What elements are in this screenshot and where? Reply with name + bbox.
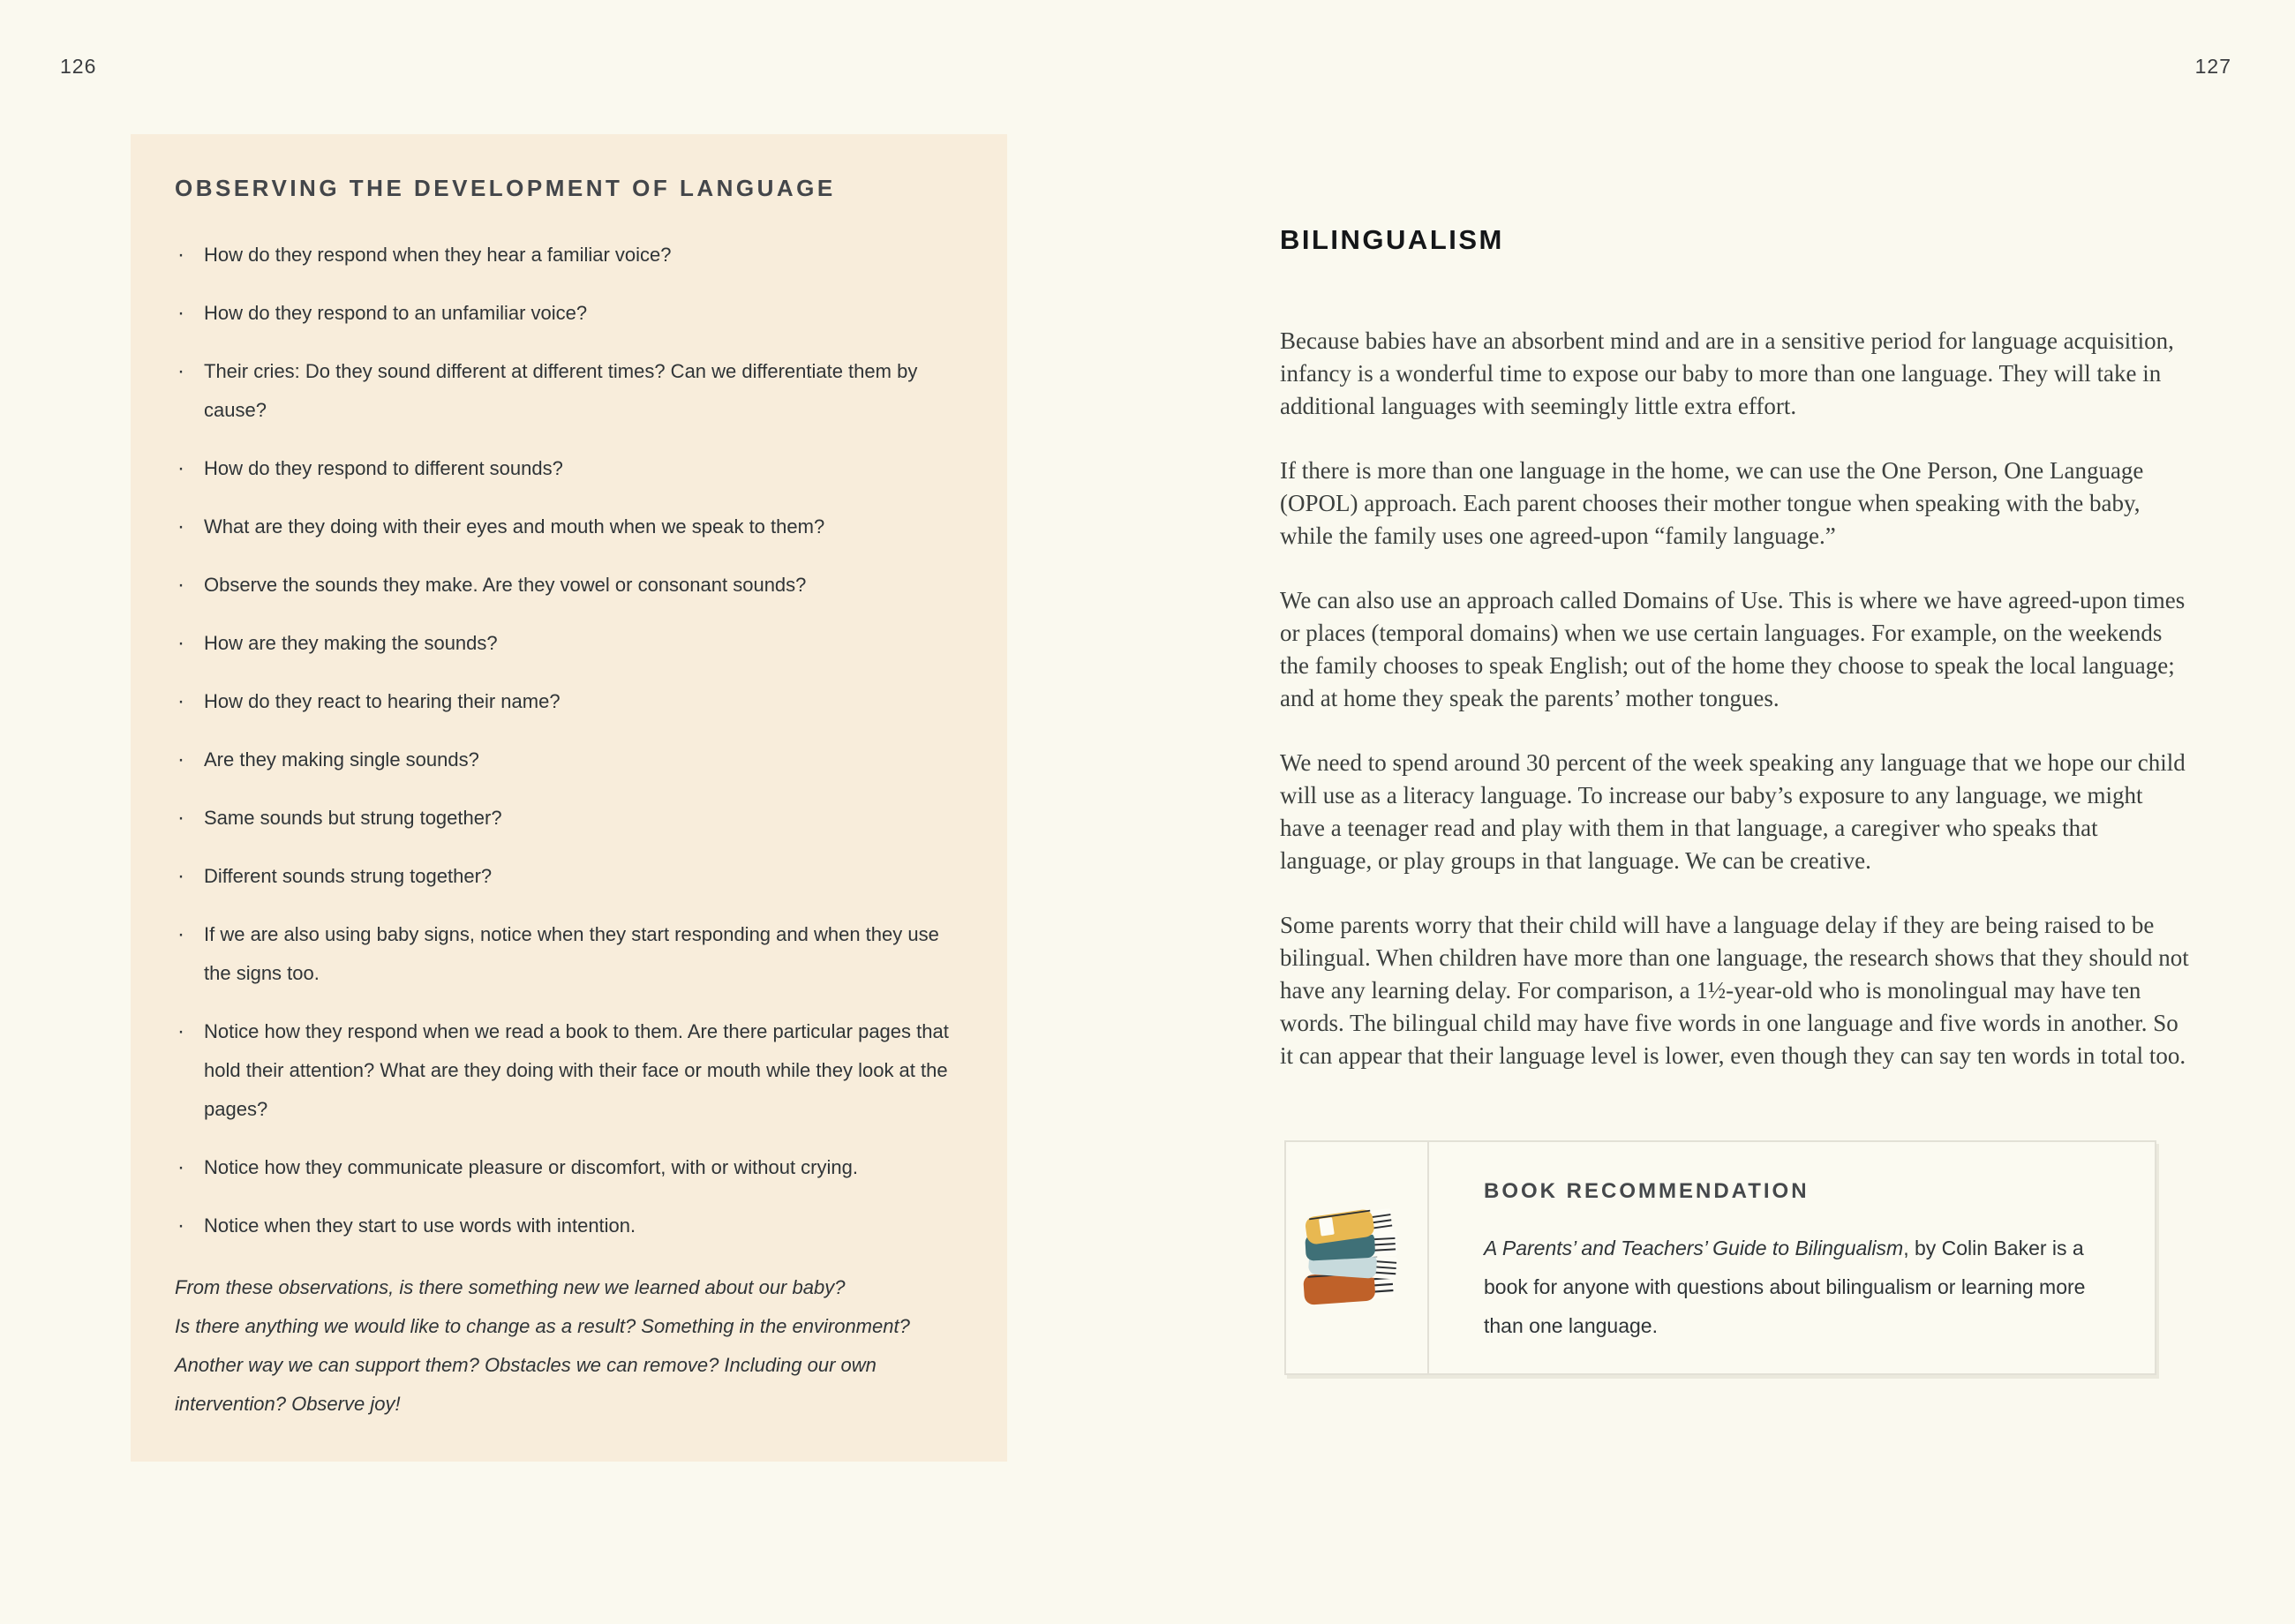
reflection-line: intervention? Observe joy! [175, 1393, 401, 1415]
observation-bullet: · How do they respond to an unfamiliar voice? [175, 294, 963, 333]
observation-heading: OBSERVING THE DEVELOPMENT OF LANGUAGE [175, 175, 836, 201]
reflection-text [175, 1268, 963, 1424]
observation-box [131, 134, 1007, 1462]
observation-bullet: · Different sounds strung together? [175, 857, 963, 896]
reflection-line: From these observations, is there something new we learned about our baby? [175, 1276, 846, 1298]
chapter-body [1280, 325, 2189, 1104]
observation-bullet: · Notice how they communicate pleasure or discomfort, with or without crying. [175, 1148, 963, 1187]
book-recommendation-content [1429, 1142, 2155, 1373]
body-paragraph: Some parents worry that their child will have a language delay if they are being raised to be bilingual. When children have more than one language, the research shows that they should not have any learning delay. For comparison, a 1½-year-old who is monolingual may have ten words. The bilingual child may have five words in one language and five words in another. So it can appear that their language level is lower, even though they can say ten words in total too. [1280, 912, 2189, 1069]
chapter-heading: BILINGUALISM [1280, 224, 1504, 255]
page-number-right: 127 [2194, 55, 2231, 78]
body-paragraph: Because babies have an absorbent mind and are in a sensitive period for language acquisition, infancy is a wonderful time to expose our baby to more than one language. They will take in additional languages with seemingly little extra effort. [1280, 327, 2174, 419]
observation-bullet: · How do they react to hearing their name? [175, 682, 963, 721]
book-title: A Parents’ and Teachers’ Guide to Bilingualism [1484, 1237, 1904, 1259]
observation-bullet: · Notice how they respond when we read a book to them. Are there particular pages that hold their attention? What are they doing with their face or mouth while they look at the pages? [175, 1012, 963, 1129]
observation-bullet: · How do they respond when they hear a familiar voice? [175, 236, 963, 274]
observation-bullet: · If we are also using baby signs, notice when they start responding and when they use the signs too. [175, 915, 963, 993]
observation-bullet: · Their cries: Do they sound different at different times? Can we differentiate them by cause? [175, 352, 963, 430]
observation-list [175, 236, 963, 1245]
book-recommendation-box [1284, 1140, 2156, 1375]
observation-bullet: · Observe the sounds they make. Are they vowel or consonant sounds? [175, 566, 963, 605]
book-stack-icon [1298, 1206, 1416, 1310]
observation-bullet: · Notice when they start to use words with intention. [175, 1207, 963, 1245]
body-paragraph: We need to spend around 30 percent of the week speaking any language that we hope our child will use as a literacy language. To increase our baby’s exposure to any language, we might have a teenager read and play with them in that language, a caregiver who speaks that language, or play groups in that language. We can be creative. [1280, 749, 2186, 874]
reflection-line: Another way we can support them? Obstacles we can remove? Including our own [175, 1354, 877, 1376]
observation-bullet: · How are they making the sounds? [175, 624, 963, 663]
body-paragraph: If there is more than one language in the home, we can use the One Person, One Language (OPOL) approach. Each parent chooses their mother tongue when speaking with the baby, while the family uses one agreed-upon “family language.” [1280, 457, 2144, 549]
body-paragraph: We can also use an approach called Domains of Use. This is where we have agreed-upon times or places (temporal domains) when we use certain languages. For example, on the weekends the family chooses to speak English; out of the home they choose to speak the local language; and at home they speak the parents’ mother tongues. [1280, 587, 2186, 711]
observation-bullet: · How do they respond to different sounds? [175, 449, 963, 488]
book-description: , by Colin Baker is a book for anyone with questions about bilingualism or learning more than one language. [1484, 1237, 2086, 1337]
observation-bullet: · Same sounds but strung together? [175, 799, 963, 838]
book-stack-illustration [1286, 1142, 1429, 1373]
page-number-left: 126 [60, 55, 97, 78]
book-recommendation-text [1484, 1229, 2111, 1345]
book-recommendation-heading: BOOK RECOMMENDATION [1484, 1179, 1810, 1203]
observation-bullet: · What are they doing with their eyes and mouth when we speak to them? [175, 508, 963, 546]
reflection-line: Is there anything we would like to change as a result? Something in the environment? [175, 1315, 910, 1337]
observation-bullet: · Are they making single sounds? [175, 741, 963, 779]
